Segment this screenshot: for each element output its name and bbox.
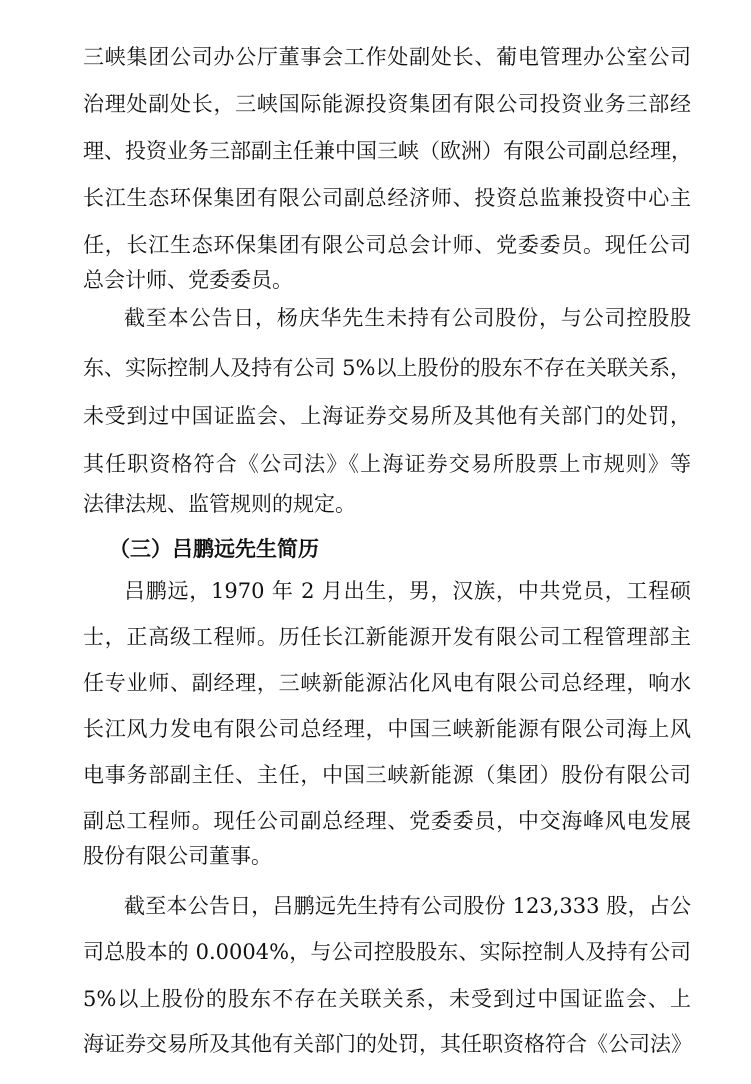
text-line-3: 理、投资业务三部副主任兼中国三峡（欧洲）有限公司副总经理， (83, 139, 692, 163)
text-line-23: 海证券交易所及其他有关部门的处罚，其任职资格符合《公司法》 (83, 1032, 692, 1056)
text-line-17: 电事务部副主任、主任，中国三峡新能源（集团）股份有限公司 (83, 763, 691, 787)
section-heading: （三）吕鹏远先生简历 (109, 536, 319, 561)
text-line-11: 法律法规、监管规则的规定。 (83, 492, 356, 516)
text-line-16: 长江风力发电有限公司总经理，中国三峡新能源有限公司海上风 (83, 717, 691, 741)
text-line-8: 东、实际控制人及持有公司 5%以上股份的股东不存在关联关系， (83, 356, 691, 380)
paragraph-start-line: 截至本公告日，杨庆华先生未持有公司股份，与公司控股股 (124, 306, 691, 330)
paragraph-start-line: 吕鹏远，1970 年 2 月出生，男，汉族，中共党员，工程硕 (124, 579, 691, 603)
text-line-22: 5%以上股份的股东不存在关联关系，未受到过中国证监会、上 (83, 987, 691, 1011)
text-line-9: 未受到过中国证监会、上海证券交易所及其他有关部门的处罚， (83, 404, 691, 428)
text-line-21: 司总股本的 0.0004%，与公司控股股东、实际控制人及持有公司 (83, 940, 691, 964)
text-line-1: 三峡集团公司办公厅董事会工作处副处长、葡电管理办公室公司 (83, 45, 691, 69)
text-line-2: 治理处副处长，三峡国际能源投资集团有限公司投资业务三部经 (83, 92, 691, 116)
text-line-10: 其任职资格符合《公司法》《上海证券交易所股票上市规则》等 (83, 452, 691, 476)
text-line-6: 总会计师、党委委员。 (83, 268, 293, 292)
text-line-4: 长江生态环保集团有限公司副总经济师、投资总监兼投资中心主 (83, 186, 691, 210)
paragraph-start-line: 截至本公告日，吕鹏远先生持有公司股份 123,333 股，占公 (124, 894, 691, 918)
text-line-19: 股份有限公司董事。 (83, 844, 272, 868)
text-line-18: 副总工程师。现任公司副总经理、党委委员，中交海峰风电发展 (83, 809, 691, 833)
text-line-15: 任专业师、副经理，三峡新能源沾化风电有限公司总经理，响水 (83, 671, 691, 695)
text-line-14: 士，正高级工程师。历任长江新能源开发有限公司工程管理部主 (83, 625, 691, 649)
text-line-5: 任，长江生态环保集团有限公司总会计师、党委委员。现任公司 (83, 233, 691, 257)
